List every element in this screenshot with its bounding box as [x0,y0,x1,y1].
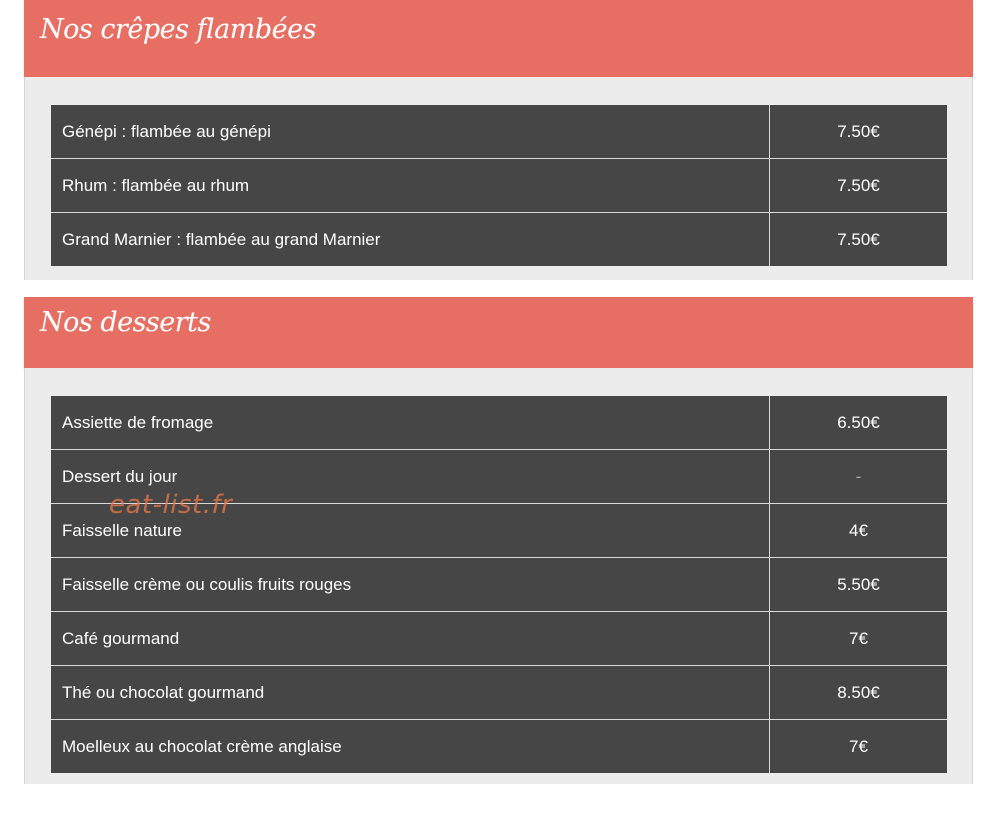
item-name: Génépi : flambée au génépi [51,105,770,159]
item-price: 7€ [849,736,868,756]
section-body [24,368,973,784]
watermark: eat-list.fr [109,490,233,520]
menu-row [51,396,947,450]
item-name: Grand Marnier : flambée au grand Marnier [51,213,770,267]
item-price: 8.50€ [770,666,948,720]
item-name: Café gourmand [51,612,770,666]
item-name: Dessert du jour [51,450,770,504]
item-name: Assiette de fromage [51,396,770,450]
menu-row [51,612,947,666]
item-price: 7.50€ [837,229,880,249]
section-crepes-flambees [24,0,973,280]
item-price: 7.50€ [770,105,948,159]
menu-row [51,558,947,612]
item-price: 6.50€ [770,396,948,450]
menu-row [51,213,947,267]
menu-row [51,159,947,213]
section-desserts [24,297,973,784]
menu-table [51,105,947,266]
item-name: Moelleux au chocolat crème anglaise [51,720,770,774]
item-price: 5.50€ [770,558,948,612]
item-name: Faisselle crème ou coulis fruits rouges [51,558,770,612]
menu-row [51,504,947,558]
item-price: 7€ [770,612,948,666]
menu-table [51,396,947,773]
section-title: Nos desserts [40,307,211,338]
item-price: - [770,450,948,504]
item-name: Faisselle nature [51,504,770,558]
section-header [24,0,973,77]
section-body [24,77,973,280]
item-name: Thé ou chocolat gourmand [51,666,770,720]
menu-row [51,666,947,720]
item-price: 7.50€ [770,159,948,213]
section-title: Nos crêpes flambées [40,14,316,45]
menu-row [51,450,947,504]
menu-row [51,105,947,159]
menu-row [51,720,947,774]
section-header [24,297,973,368]
item-price: 4€ [770,504,948,558]
item-name: Rhum : flambée au rhum [51,159,770,213]
